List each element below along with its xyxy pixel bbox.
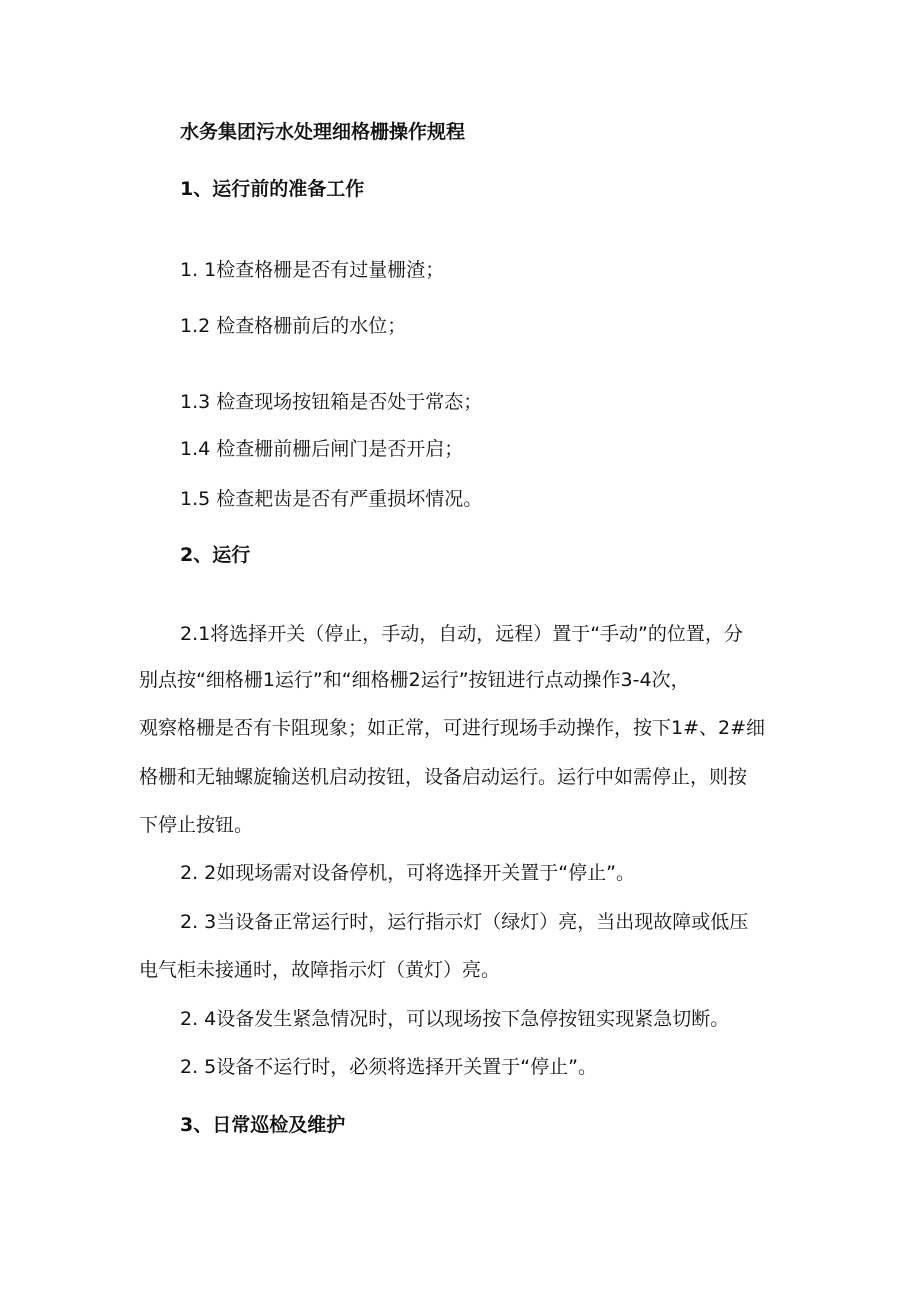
- section-1-item-2: 1.2 检查格栅前后的水位；: [180, 315, 407, 337]
- section-1-item-5: 1.5 检查耙齿是否有严重损坏情况。: [180, 488, 483, 510]
- section-2-para-5: 2. 5设备不运行时，必须将选择开关置于“停止”。: [180, 1056, 597, 1078]
- section-3-heading: 3、日常巡检及维护: [180, 1114, 346, 1136]
- section-2-para-3-line-2: 电气柜未接通时，故障指示灯（黄灯）亮。: [139, 959, 501, 981]
- section-1-item-1: 1. 1检查格栅是否有过量栅渣；: [180, 259, 445, 281]
- section-2-para-1-line-1: 2.1将选择开关（停止，手动，自动，远程）置于“手动”的位置，分: [180, 623, 743, 645]
- section-1-item-4: 1.4 检查栅前栅后闸门是否开启；: [180, 438, 464, 460]
- section-1-heading: 1、运行前的准备工作: [180, 178, 365, 200]
- section-2-para-1-line-4: 格栅和无轴螺旋输送机启动按钮，设备启动运行。运行中如需停止，则按: [139, 766, 748, 788]
- section-2-para-1-line-3: 观察格栅是否有卡阻现象；如正常，可进行现场手动操作，按下1#、2#细: [139, 717, 766, 739]
- section-2-para-1-line-2: 别点按“细格栅1运行”和“细格栅2运行”按钮进行点动操作3-4次，: [139, 669, 690, 691]
- document-title: 水务集团污水处理细格栅操作规程: [180, 121, 466, 143]
- section-2-para-4: 2. 4设备发生紧急情况时，可以现场按下急停按钮实现紧急切断。: [180, 1008, 730, 1030]
- section-2-para-1-line-5: 下停止按钮。: [139, 814, 254, 836]
- section-2-para-2: 2. 2如现场需对设备停机，可将选择开关置于“停止”。: [180, 862, 635, 884]
- section-1-item-3: 1.3 检查现场按钮箱是否处于常态；: [180, 391, 483, 413]
- section-2-heading: 2、运行: [180, 544, 251, 566]
- section-2-para-3-line-1: 2. 3当设备正常运行时，运行指示灯（绿灯）亮，当出现故障或低压: [180, 911, 749, 933]
